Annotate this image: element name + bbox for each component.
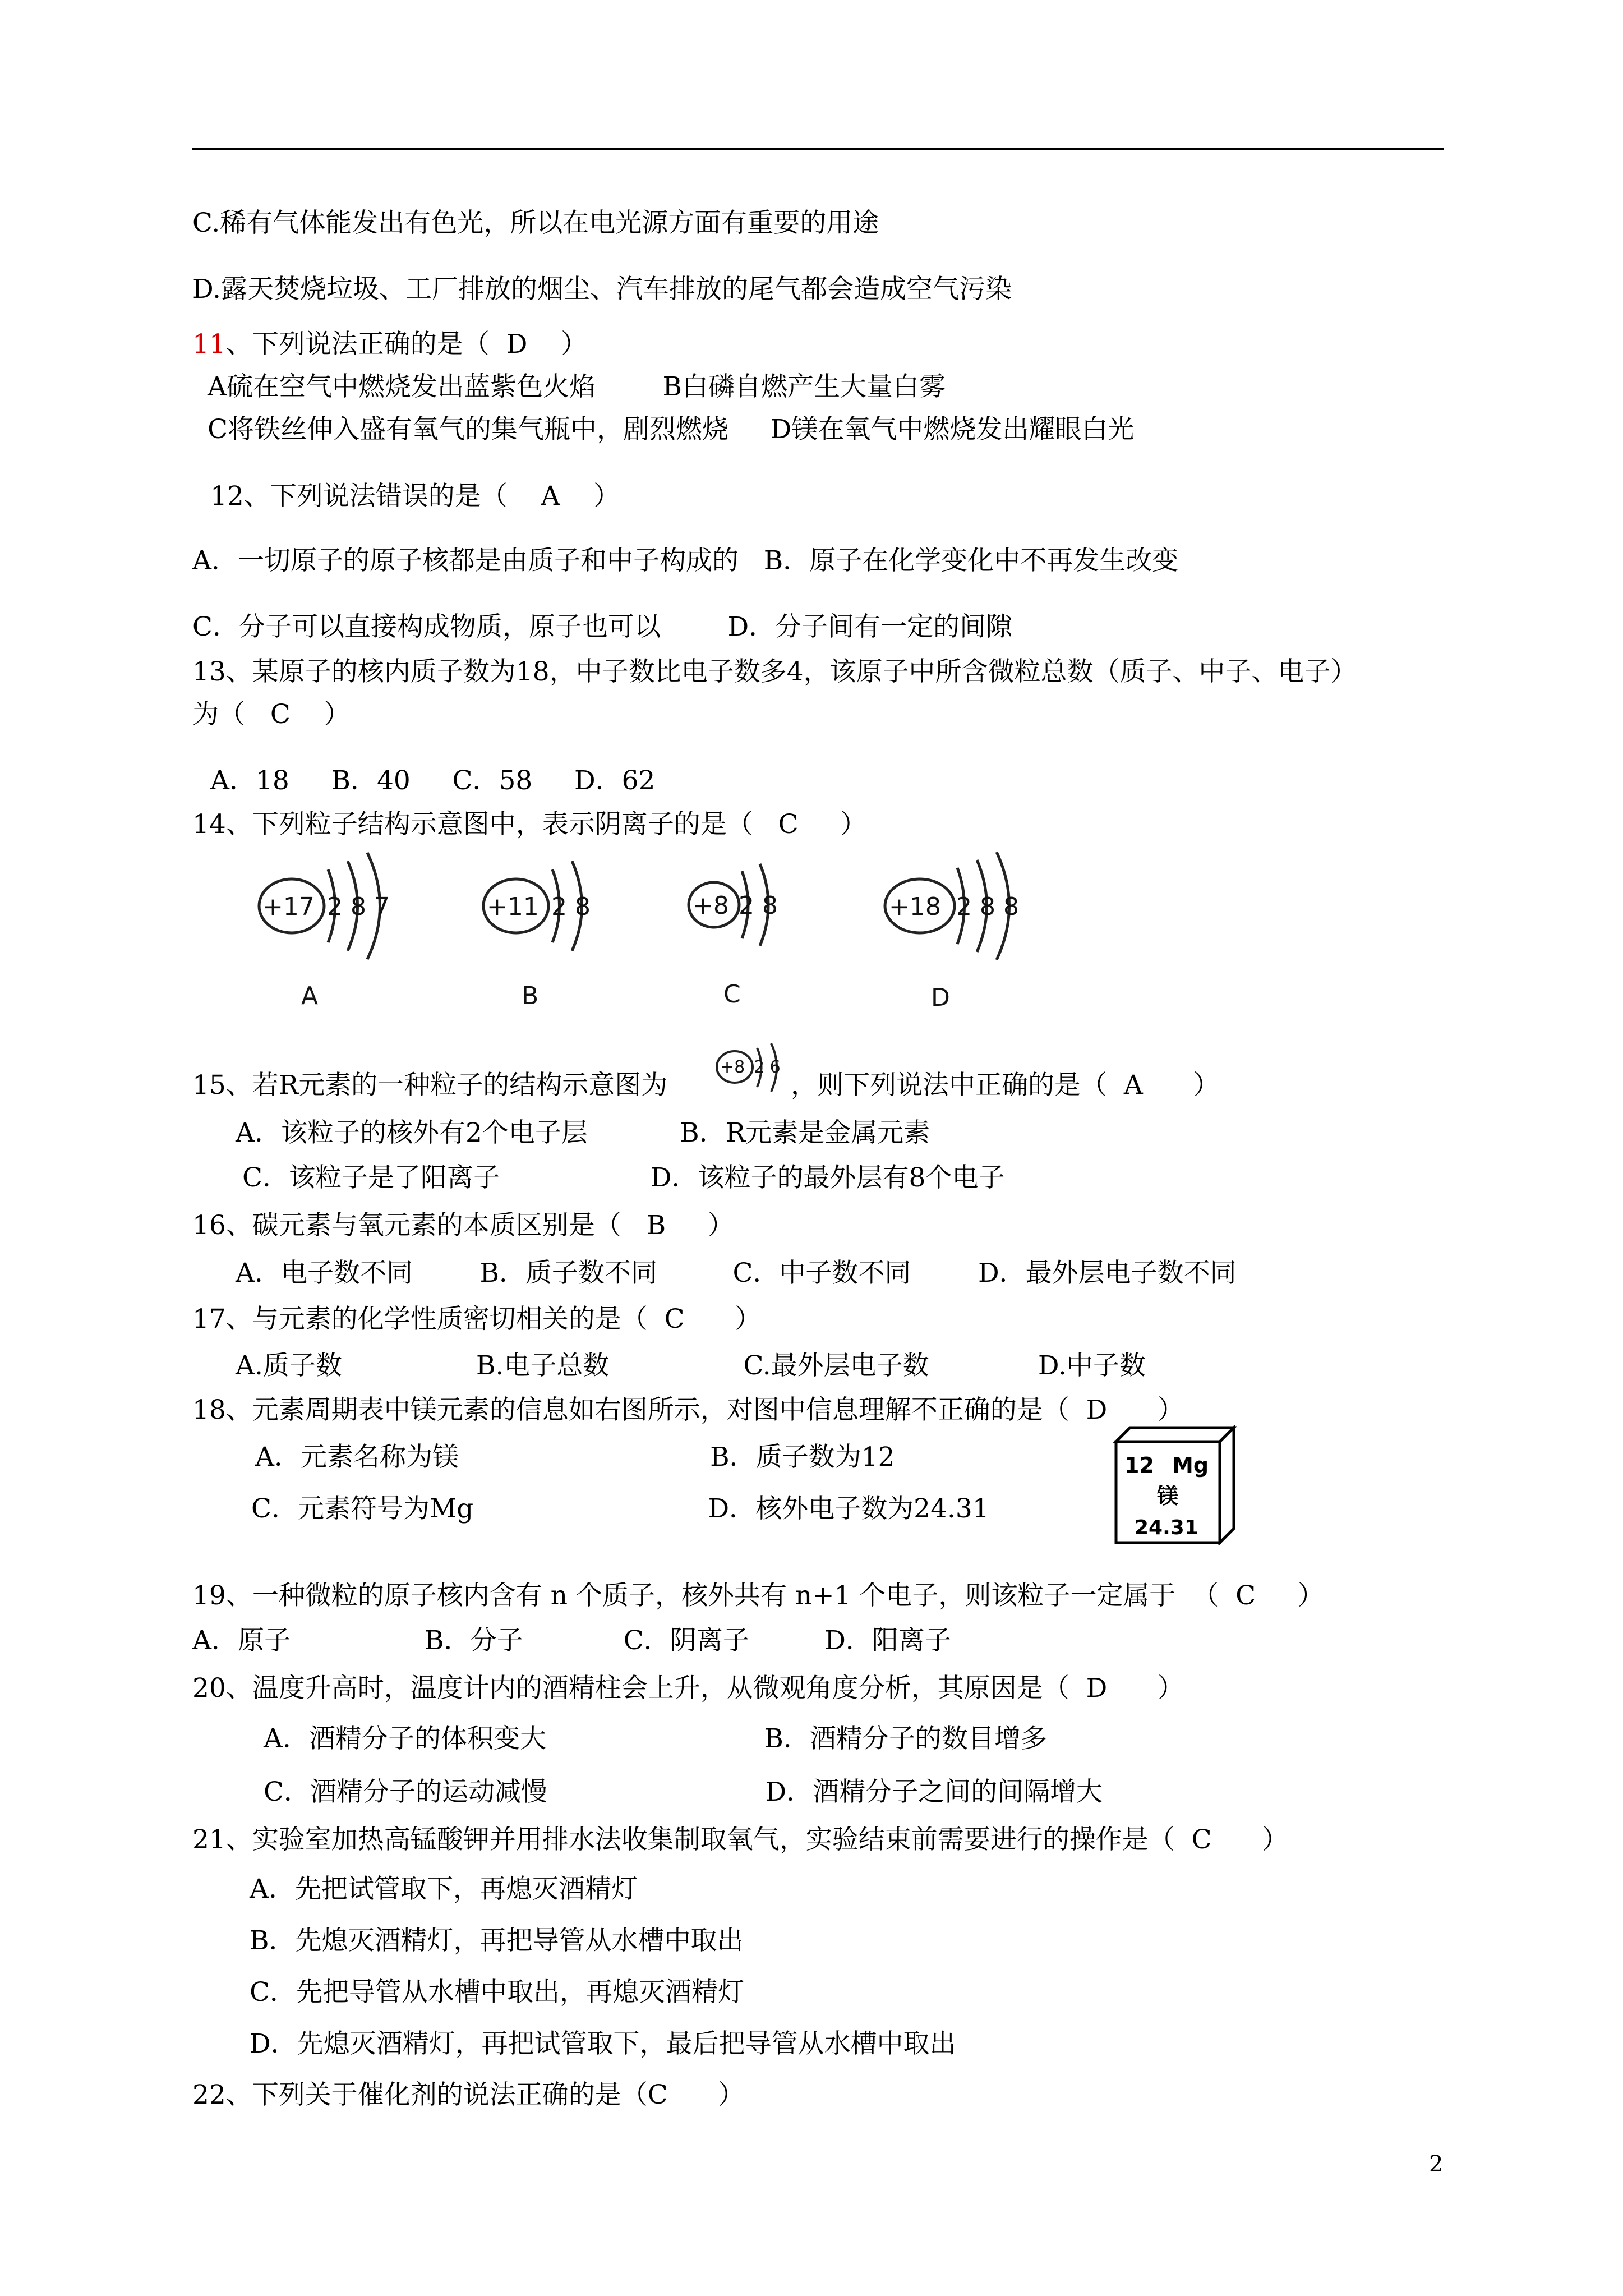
question-15-options-ab: A．该粒子的核外有2个电子层 B．R元素是金属元素 <box>236 1117 930 1148</box>
question-15-text-after: ，则下列说法中正确的是（ A ） <box>791 1070 1220 1101</box>
mg-element-card <box>1113 1425 1237 1545</box>
question-12-options-cd: C．分子可以直接构成物质，原子也可以 D．分子间有一定的间隙 <box>192 611 1013 642</box>
question-15-text-before: 15、若R元素的一种粒子的结构示意图为 <box>192 1070 668 1101</box>
question-17: 17、与元素的化学性质密切相关的是（ C ） <box>192 1304 762 1335</box>
atom-b-nucleus: +11 <box>487 892 539 921</box>
mg-name: 镁 <box>1157 1484 1179 1508</box>
page-number: 2 <box>1429 2151 1444 2177</box>
question-11-options-ab: A硫在空气中燃烧发出蓝紫色火焰 B白磷自燃产生大量白雾 <box>208 371 946 402</box>
question-21-option-a: A．先把试管取下，再熄灭酒精灯 <box>250 1874 638 1904</box>
question-18-options-cd: C．元素符号为Mg D．核外电子数为24.31 <box>251 1493 989 1524</box>
question-17-options: A.质子数 B.电子总数 C.最外层电子数 D.中子数 <box>236 1350 1146 1381</box>
question-16: 16、碳元素与氧元素的本质区别是（ B ） <box>192 1210 734 1241</box>
atom-d-shells: 2 8 8 <box>956 892 1019 921</box>
mg-atomic-mass: 24.31 <box>1135 1516 1198 1539</box>
atom-b-shells: 2 8 <box>551 892 591 921</box>
atom-a-shells: 2 8 7 <box>327 892 390 921</box>
question-13-line2: 为（ C ） <box>192 699 351 730</box>
header-rule <box>192 148 1444 150</box>
atom-diagrams-figure <box>227 844 1046 1018</box>
question-13-options: A．18 B．40 C．58 D．62 <box>210 765 656 796</box>
atom-d-nucleus: +18 <box>889 892 941 921</box>
atom-c-label: C <box>723 980 741 1009</box>
question-11-number: 11 <box>192 329 226 360</box>
atom-c-nucleus: +8 <box>693 891 729 920</box>
option-c-line: C.稀有气体能发出有色光，所以在电光源方面有重要的用途 <box>192 208 879 238</box>
q15-atom-diagram <box>712 1038 791 1099</box>
mg-symbol: Mg <box>1172 1453 1209 1478</box>
question-19-options: A．原子 B．分子 C．阴离子 D．阳离子 <box>192 1625 951 1656</box>
atom-d-label: D <box>931 983 950 1012</box>
question-20-options-ab: A．酒精分子的体积变大 B．酒精分子的数目增多 <box>264 1723 1047 1754</box>
atom-a-label: A <box>301 982 319 1010</box>
question-14: 14、下列粒子结构示意图中，表示阴离子的是（ C ） <box>192 809 867 840</box>
question-16-options: A．电子数不同 B．质子数不同 C．中子数不同 D．最外层电子数不同 <box>236 1258 1237 1289</box>
question-12: 12、下列说法错误的是（ A ） <box>210 481 620 512</box>
question-11-options-cd: C将铁丝伸入盛有氧气的集气瓶中，剧烈燃烧 D镁在氧气中燃烧发出耀眼白光 <box>208 414 1135 445</box>
option-d-line: D.露天焚烧垃圾、工厂排放的烟尘、汽车排放的尾气都会造成空气污染 <box>192 274 1012 305</box>
atom-a-nucleus: +17 <box>262 892 315 921</box>
question-12-options-ab: A．一切原子的原子核都是由质子和中子构成的 B．原子在化学变化中不再发生改变 <box>192 545 1179 576</box>
q15-atom-nucleus: +8 <box>720 1057 745 1077</box>
question-21: 21、实验室加热高锰酸钾并用排水法收集制取氧气，实验结束前需要进行的操作是（ C ） <box>192 1824 1289 1855</box>
question-21-option-d: D．先熄灭酒精灯，再把试管取下，最后把导管从水槽中取出 <box>250 2028 956 2059</box>
atom-b-label: B <box>522 982 539 1010</box>
question-13-line1: 13、某原子的核内质子数为18，中子数比电子数多4，该原子中所含微粒总数（质子、中子、电子） <box>192 656 1357 687</box>
question-18-options-ab: A．元素名称为镁 B．质子数为12 <box>255 1442 895 1473</box>
question-22: 22、下列关于催化剂的说法正确的是（C ） <box>192 2079 745 2110</box>
mg-atomic-number: 12 <box>1124 1453 1154 1478</box>
atom-c-shells: 2 8 <box>739 891 778 920</box>
question-18: 18、元素周期表中镁元素的信息如右图所示，对图中信息理解不正确的是（ D ） <box>192 1395 1184 1425</box>
question-15-options-cd: C．该粒子是了阳离子 D．该粒子的最外层有8个电子 <box>242 1162 1005 1193</box>
q15-atom-shells: 2 6 <box>754 1057 781 1077</box>
question-20-options-cd: C．酒精分子的运动减慢 D．酒精分子之间的间隔增大 <box>264 1777 1103 1807</box>
question-11-text: 、下列说法正确的是（ D ） <box>225 329 588 360</box>
question-19: 19、一种微粒的原子核内含有 n 个质子，核外共有 n+1 个电子，则该粒子一定属于 （ C ） <box>192 1580 1324 1611</box>
question-20: 20、温度升高时，温度计内的酒精柱会上升，从微观角度分析，其原因是（ D ） <box>192 1673 1184 1704</box>
question-11 <box>192 328 587 361</box>
question-21-option-b: B．先熄灭酒精灯，再把导管从水槽中取出 <box>250 1925 744 1956</box>
question-21-option-c: C．先把导管从水槽中取出，再熄灭酒精灯 <box>250 1977 744 2008</box>
